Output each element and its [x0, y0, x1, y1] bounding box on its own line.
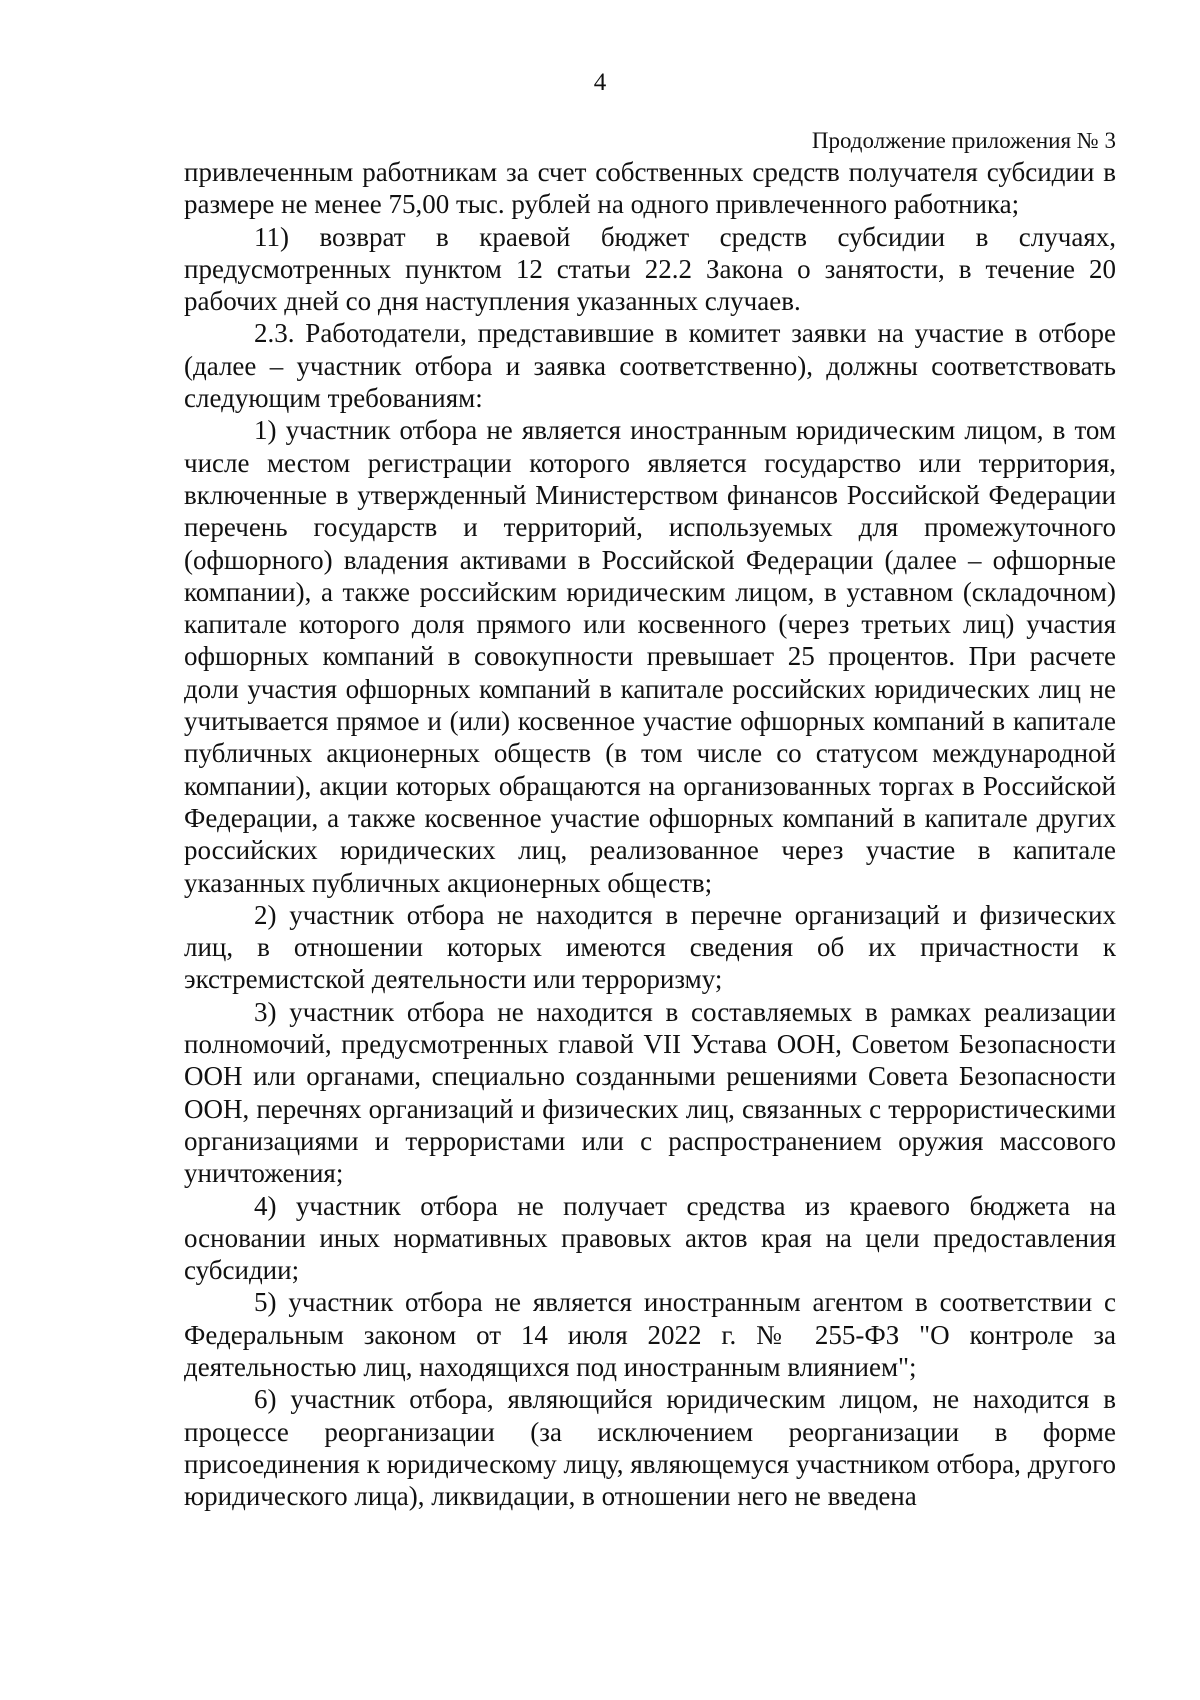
document-body: [184, 156, 1116, 1512]
paragraph-item-3: 3) участник отбора не находится в составляемых в рамках реализации полномочий, предусмотренных главой VII Устава ООН, Советом Безопасности ООН или органами, специально созданными решениями Совета Безопасности ООН, перечнях организаций и физических лиц, связанных с террористическими организациями и террористами или с распространением оружия массового уничтожения;: [184, 996, 1116, 1189]
paragraph-item-2: 2) участник отбора не находится в перечне организаций и физических лиц, в отношении которых имеются сведения об их причастности к экстремистской деятельности или терроризму;: [184, 899, 1116, 995]
paragraph-item-11: 11) возврат в краевой бюджет средств субсидии в случаях, предусмотренных пунктом 12 статьи 22.2 Закона о занятости, в течение 20 рабочих дней со дня наступления указанных случаев.: [184, 221, 1116, 317]
paragraph-item-4: 4) участник отбора не получает средства из краевого бюджета на основании иных нормативных правовых актов края на цели предоставления субсидии;: [184, 1190, 1116, 1286]
paragraph-item-1: 1) участник отбора не является иностранным юридическим лицом, в том числе местом регистрации которого является государство или территория, включенные в утвержденный Министерством финансов Российской Федерации перечень государств и территорий, используемых для промежуточного (офшорного) владения активами в Российской Федерации (далее – офшорные компании), а также российским юридическим лицом, в уставном (складочном) капитале которого доля прямого или косвенного (через третьих лиц) участия офшорных компаний в совокупности превышает 25 процентов. При расчете доли участия офшорных компаний в капитале российских юридических лиц не учитывается прямое и (или) косвенное участие офшорных компаний в капитале публичных акционерных обществ (в том числе со статусом международной компании), акции которых обращаются на организованных торгах в Российской Федерации, а также косвенное участие офшорных компаний в капитале других российских юридических лиц, реализованное через участие в капитале указанных публичных акционерных обществ;: [184, 415, 1116, 898]
paragraph-item-5: 5) участник отбора не является иностранным агентом в соответствии с Федеральным законом от 14 июля 2022 г. № 255-ФЗ "О контроле за деятельностью лиц, находящихся под иностранным влиянием";: [184, 1287, 1116, 1382]
paragraph-section-2-3: 2.3. Работодатели, представившие в комитет заявки на участие в отборе (далее – участник отбора и заявка соответственно), должны соответствовать следующим требованиям:: [184, 318, 1116, 414]
paragraph-item-6: 6) участник отбора, являющийся юридическим лицом, не находится в процессе реорганизации (за исключением реорганизации в форме присоединения к юридическому лицу, являющемуся участником отбора, другого юридического лица), ликвидации, в отношении него не введена: [184, 1384, 1116, 1512]
running-header: Продолжение приложения № 3: [811, 128, 1116, 153]
page-number: 4: [593, 69, 607, 96]
paragraph-continuation: привлеченным работникам за счет собственных средств получателя субсидии в размере не менее 75,00 тыс. рублей на одного привлеченного работника;: [184, 157, 1116, 220]
